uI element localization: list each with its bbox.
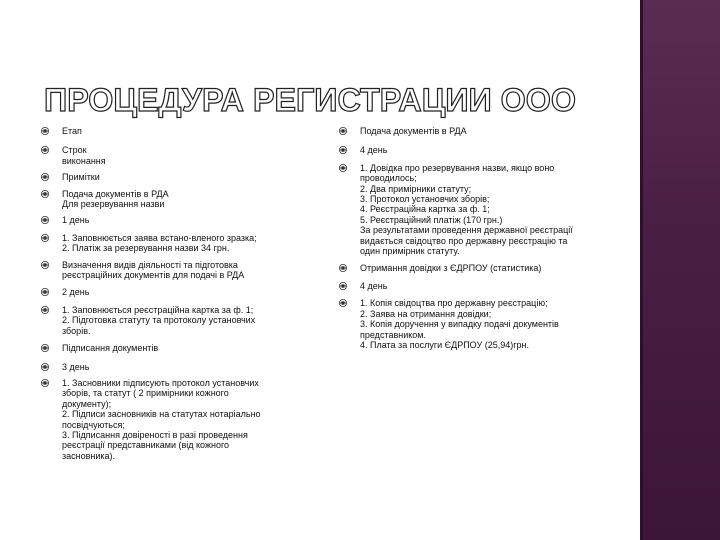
ornate-bullet-icon	[40, 305, 62, 315]
list-item-text: 4 день	[360, 145, 388, 156]
list-item	[40, 343, 298, 353]
list-item-text: 1. Заповнюється реєстраційна картка за ф. 1; 2. Підготовка статуту та протоколу установчих зборів.	[62, 304, 256, 336]
ornate-bullet-icon	[40, 260, 62, 270]
list-item	[40, 172, 298, 182]
list-item-text: 1. Заповнюється заява встано-вленого зразка; 2. Платіж за резервування назви 34 грн.	[62, 232, 257, 254]
ornate-bullet-icon	[40, 172, 62, 182]
ornate-bullet-icon	[338, 281, 360, 291]
list-item	[40, 378, 298, 461]
slide-title-text: ПРОЦЕДУРА РЕГИСТРАЦИИ ООО	[44, 82, 576, 118]
list-item-text: Строк виконання	[62, 145, 106, 166]
list-item-text: Подача документів в РДА Для резервування назви	[62, 188, 169, 210]
list-item-text: 1. Засновники підписують протокол установчих зборів, та статут ( 2 примірники кожного документу); 2. Підписи засновників на статутах нотаріально посвідчуються; 3. Підписання довіреності в разі проведення реєстрації представниками (від кожного засновника).	[62, 377, 261, 461]
ornate-bullet-icon	[40, 287, 62, 297]
decorative-side-band	[640, 0, 720, 540]
list-item	[40, 215, 298, 225]
ornate-bullet-icon	[40, 378, 62, 388]
list-item-text: 3 день	[62, 361, 90, 372]
list-item	[40, 145, 298, 166]
list-item-text: Примітки	[62, 172, 100, 183]
ornate-bullet-icon	[40, 343, 62, 353]
ornate-bullet-icon	[338, 298, 360, 308]
ornate-bullet-icon	[338, 145, 360, 155]
list-item-text: 1. Копія свідоцтва про державну реєстрацію; 2. Заява на отримання довідки; 3. Копія доручення у випадку подачі документів представником. 4. Плата за послуги ЄДРПОУ (25,94)грн.	[360, 298, 559, 350]
ornate-bullet-icon	[40, 126, 62, 136]
list-item	[40, 189, 298, 210]
list-item	[40, 260, 298, 281]
list-item	[338, 298, 600, 350]
list-item-text: Отримання довідки з ЄДРПОУ (статистика)	[360, 263, 542, 274]
ornate-bullet-icon	[40, 145, 62, 155]
list-item-text: 1. Довідка про резервування назви, якщо воно проводилось; 2. Два примірники статуту; 3. Протокол установчих зборів; 4. Реєстраційна картка за ф. 1; 5. Реєстраційний платіж (170 грн.) За результатами проведення державної реєстрації видається свідоцтво про державну реєстрацію та один примірник статуту.	[360, 162, 573, 257]
ornate-bullet-icon	[40, 233, 62, 243]
list-item-text: Визначення видів діяльності та підготовка реєстраційних документів для подачі в РДА	[62, 259, 245, 281]
list-item	[338, 126, 600, 136]
list-item-text: 2 день	[62, 287, 90, 298]
right-column	[338, 126, 600, 356]
ornate-bullet-icon	[40, 362, 62, 372]
ornate-bullet-icon	[338, 263, 360, 273]
list-item-text: 4 день	[360, 280, 388, 291]
list-item	[338, 263, 600, 273]
side-band-edge	[640, 0, 643, 540]
list-item	[40, 362, 298, 372]
list-item	[40, 233, 298, 254]
list-item	[40, 305, 298, 336]
list-item-text: Підписання документів	[62, 343, 159, 354]
ornate-bullet-icon	[40, 189, 62, 199]
list-item	[40, 287, 298, 297]
slide-title	[44, 80, 604, 120]
list-item-text: Подача документів в РДА	[360, 126, 467, 136]
list-item	[40, 126, 298, 136]
list-item-text: Етап	[62, 126, 82, 136]
ornate-bullet-icon	[338, 163, 360, 173]
list-item	[338, 281, 600, 291]
list-item	[338, 145, 600, 155]
left-column	[40, 126, 298, 467]
list-item	[338, 163, 600, 257]
ornate-bullet-icon	[40, 215, 62, 225]
list-item-text: 1 день	[62, 215, 90, 226]
ornate-bullet-icon	[338, 126, 360, 136]
